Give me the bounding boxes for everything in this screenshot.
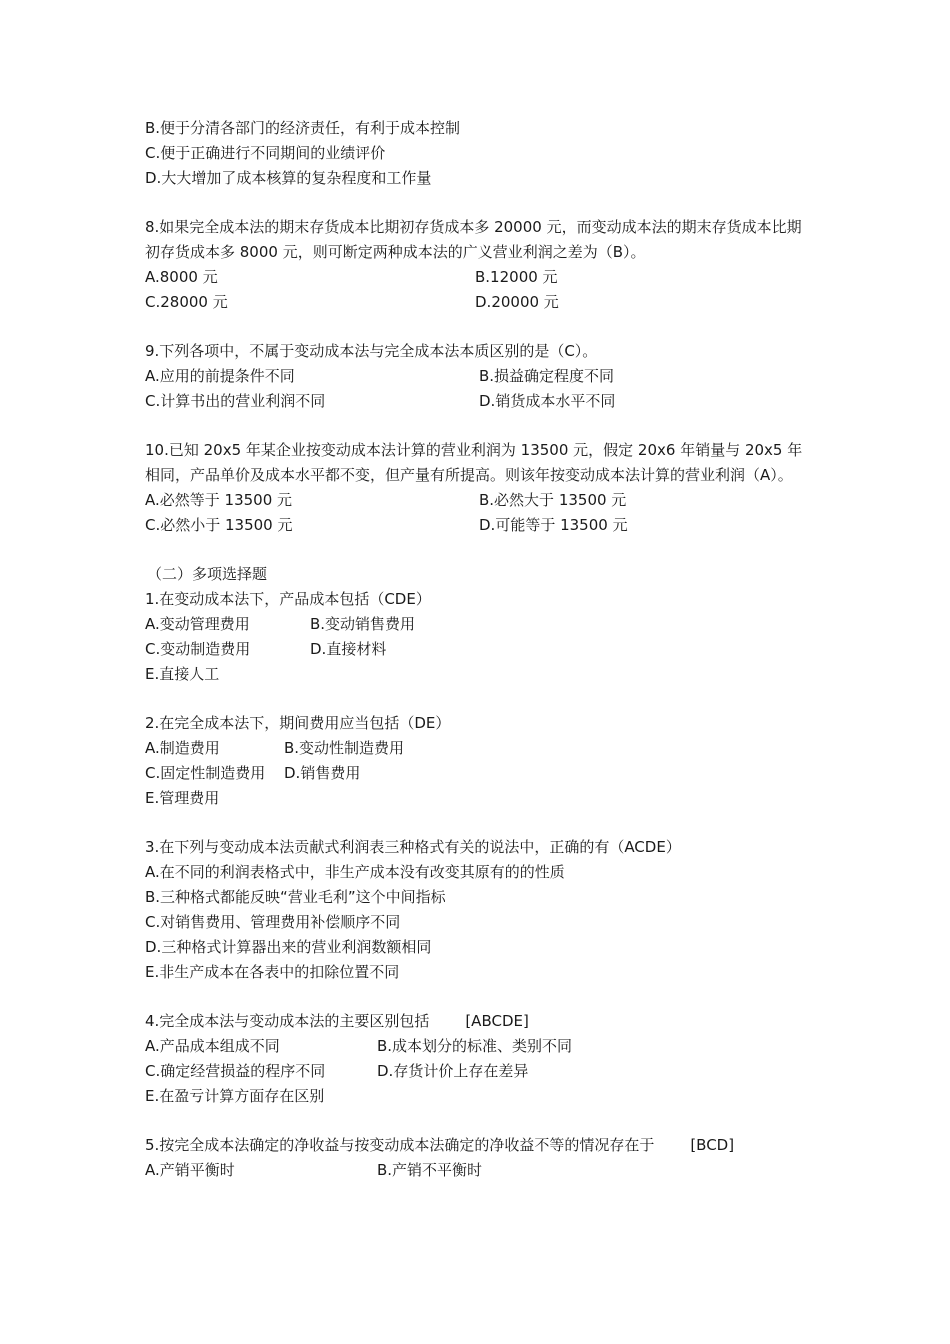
q7-option-c: C.便于正确进行不同期间的业绩评价 (145, 144, 386, 162)
m2-option-e: E.管理费用 (145, 789, 220, 807)
m4-answer: [ABCDE] (465, 1012, 529, 1030)
q7-option-d: D.大大增加了成本核算的复杂程度和工作量 (145, 169, 432, 187)
m2-option-d: D.销售费用 (284, 764, 361, 782)
m1-option-a: A.变动管理费用 (145, 615, 250, 633)
m1-options-row1 (145, 612, 810, 637)
q9-option-c: C.计算书出的营业利润不同 (145, 392, 326, 410)
q8-options-row1 (145, 265, 810, 290)
m1-option-c: C.变动制造费用 (145, 640, 251, 658)
q8-option-d: D.20000 元 (475, 293, 559, 311)
m1-option-d: D.直接材料 (310, 640, 387, 658)
q8-stem: 8.如果完全成本法的期末存货成本比期初存货成本多 20000 元，而变动成本法的期末存货成本比期初存货成本多 8000 元，则可断定两种成本法的广义营业利润之差为（B）。 (145, 218, 802, 261)
m2-stem: 2.在完全成本法下，期间费用应当包括（DE） (145, 714, 451, 732)
m4-stem-line (145, 1009, 810, 1034)
q9-option-d: D.销货成本水平不同 (479, 392, 616, 410)
m1-option-e: E.直接人工 (145, 665, 220, 683)
q10-options-row1 (145, 488, 810, 513)
q8-option-c: C.28000 元 (145, 293, 228, 311)
m3-option-a: A.在不同的利润表格式中，非生产成本没有改变其原有的的性质 (145, 863, 565, 881)
m3-option-d: D.三种格式计算器出来的营业利润数额相同 (145, 938, 432, 956)
q9-option-a: A.应用的前提条件不同 (145, 367, 295, 385)
q9-options-row2 (145, 389, 810, 414)
m5-answer: [BCD] (690, 1136, 735, 1154)
q7-option-b: B.便于分清各部门的经济责任，有利于成本控制 (145, 119, 461, 137)
m1-option-b: B.变动销售费用 (310, 615, 416, 633)
m3-option-b: B.三种格式都能反映“营业毛利”这个中间指标 (145, 888, 446, 906)
m2-option-b: B.变动性制造费用 (284, 739, 405, 757)
q10-option-d: D.可能等于 13500 元 (479, 516, 628, 534)
q10-options-row2 (145, 513, 810, 538)
m1-options-row2 (145, 637, 810, 662)
q10-option-c: C.必然小于 13500 元 (145, 516, 293, 534)
q8-option-a: A.8000 元 (145, 268, 218, 286)
m2-option-a: A.制造费用 (145, 739, 220, 757)
m2-options-row2 (145, 761, 810, 786)
section-heading-multiple-choice: （二）多项选择题 (147, 565, 268, 583)
document-body (145, 116, 810, 1183)
m5-stem-line (145, 1133, 810, 1158)
q10-option-b: B.必然大于 13500 元 (479, 491, 627, 509)
m2-options-row1 (145, 736, 810, 761)
m4-option-e: E.在盈亏计算方面存在区别 (145, 1087, 325, 1105)
m4-options-row2 (145, 1059, 810, 1084)
m4-option-d: D.存货计价上存在差异 (377, 1062, 529, 1080)
q10-stem: 10.已知 20x5 年某企业按变动成本法计算的营业利润为 13500 元，假定 20x6 年销量与 20x5 年相同，产品单价及成本水平都不变，但产量有所提高。则该年按变动成本法计算的营业利润（A）。 (145, 441, 803, 484)
m4-option-a: A.产品成本组成不同 (145, 1037, 280, 1055)
m5-option-b: B.产销不平衡时 (377, 1161, 483, 1179)
m5-stem: 5.按完全成本法确定的净收益与按变动成本法确定的净收益不等的情况存在于 (145, 1136, 655, 1154)
m5-option-a: A.产销平衡时 (145, 1161, 235, 1179)
m3-option-c: C.对销售费用、管理费用补偿顺序不同 (145, 913, 401, 931)
m4-option-c: C.确定经营损益的程序不同 (145, 1062, 326, 1080)
m1-stem: 1.在变动成本法下，产品成本包括（CDE） (145, 590, 431, 608)
q9-options-row1 (145, 364, 810, 389)
m3-option-e: E.非生产成本在各表中的扣除位置不同 (145, 963, 400, 981)
q8-options-row2 (145, 290, 810, 315)
m2-option-c: C.固定性制造费用 (145, 764, 266, 782)
q9-option-b: B.损益确定程度不同 (479, 367, 615, 385)
m4-stem: 4.完全成本法与变动成本法的主要区别包括 (145, 1012, 430, 1030)
m4-options-row1 (145, 1034, 810, 1059)
q8-option-b: B.12000 元 (475, 268, 558, 286)
m5-options-row1 (145, 1158, 810, 1183)
m4-option-b: B.成本划分的标准、类别不同 (377, 1037, 573, 1055)
q9-stem: 9.下列各项中，不属于变动成本法与完全成本法本质区别的是（C）。 (145, 342, 598, 360)
q10-option-a: A.必然等于 13500 元 (145, 491, 293, 509)
m3-stem: 3.在下列与变动成本法贡献式利润表三种格式有关的说法中，正确的有（ACDE） (145, 838, 681, 856)
